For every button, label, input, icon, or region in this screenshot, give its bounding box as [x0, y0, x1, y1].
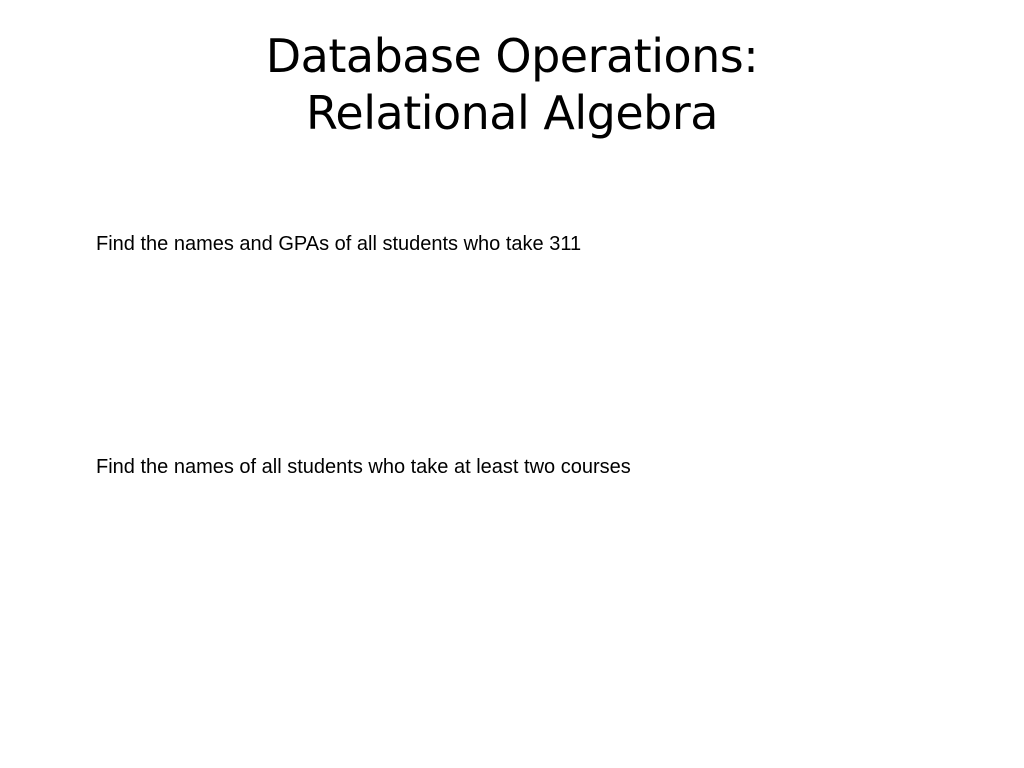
slide-title-line-2: Relational Algebra: [306, 86, 718, 140]
slide-title-line-1: Database Operations:: [265, 29, 759, 83]
question-1: Find the names and GPAs of all students who take 311: [96, 233, 582, 255]
question-2: Find the names of all students who take at least two courses: [96, 456, 631, 478]
slide-title: [0, 28, 1024, 142]
